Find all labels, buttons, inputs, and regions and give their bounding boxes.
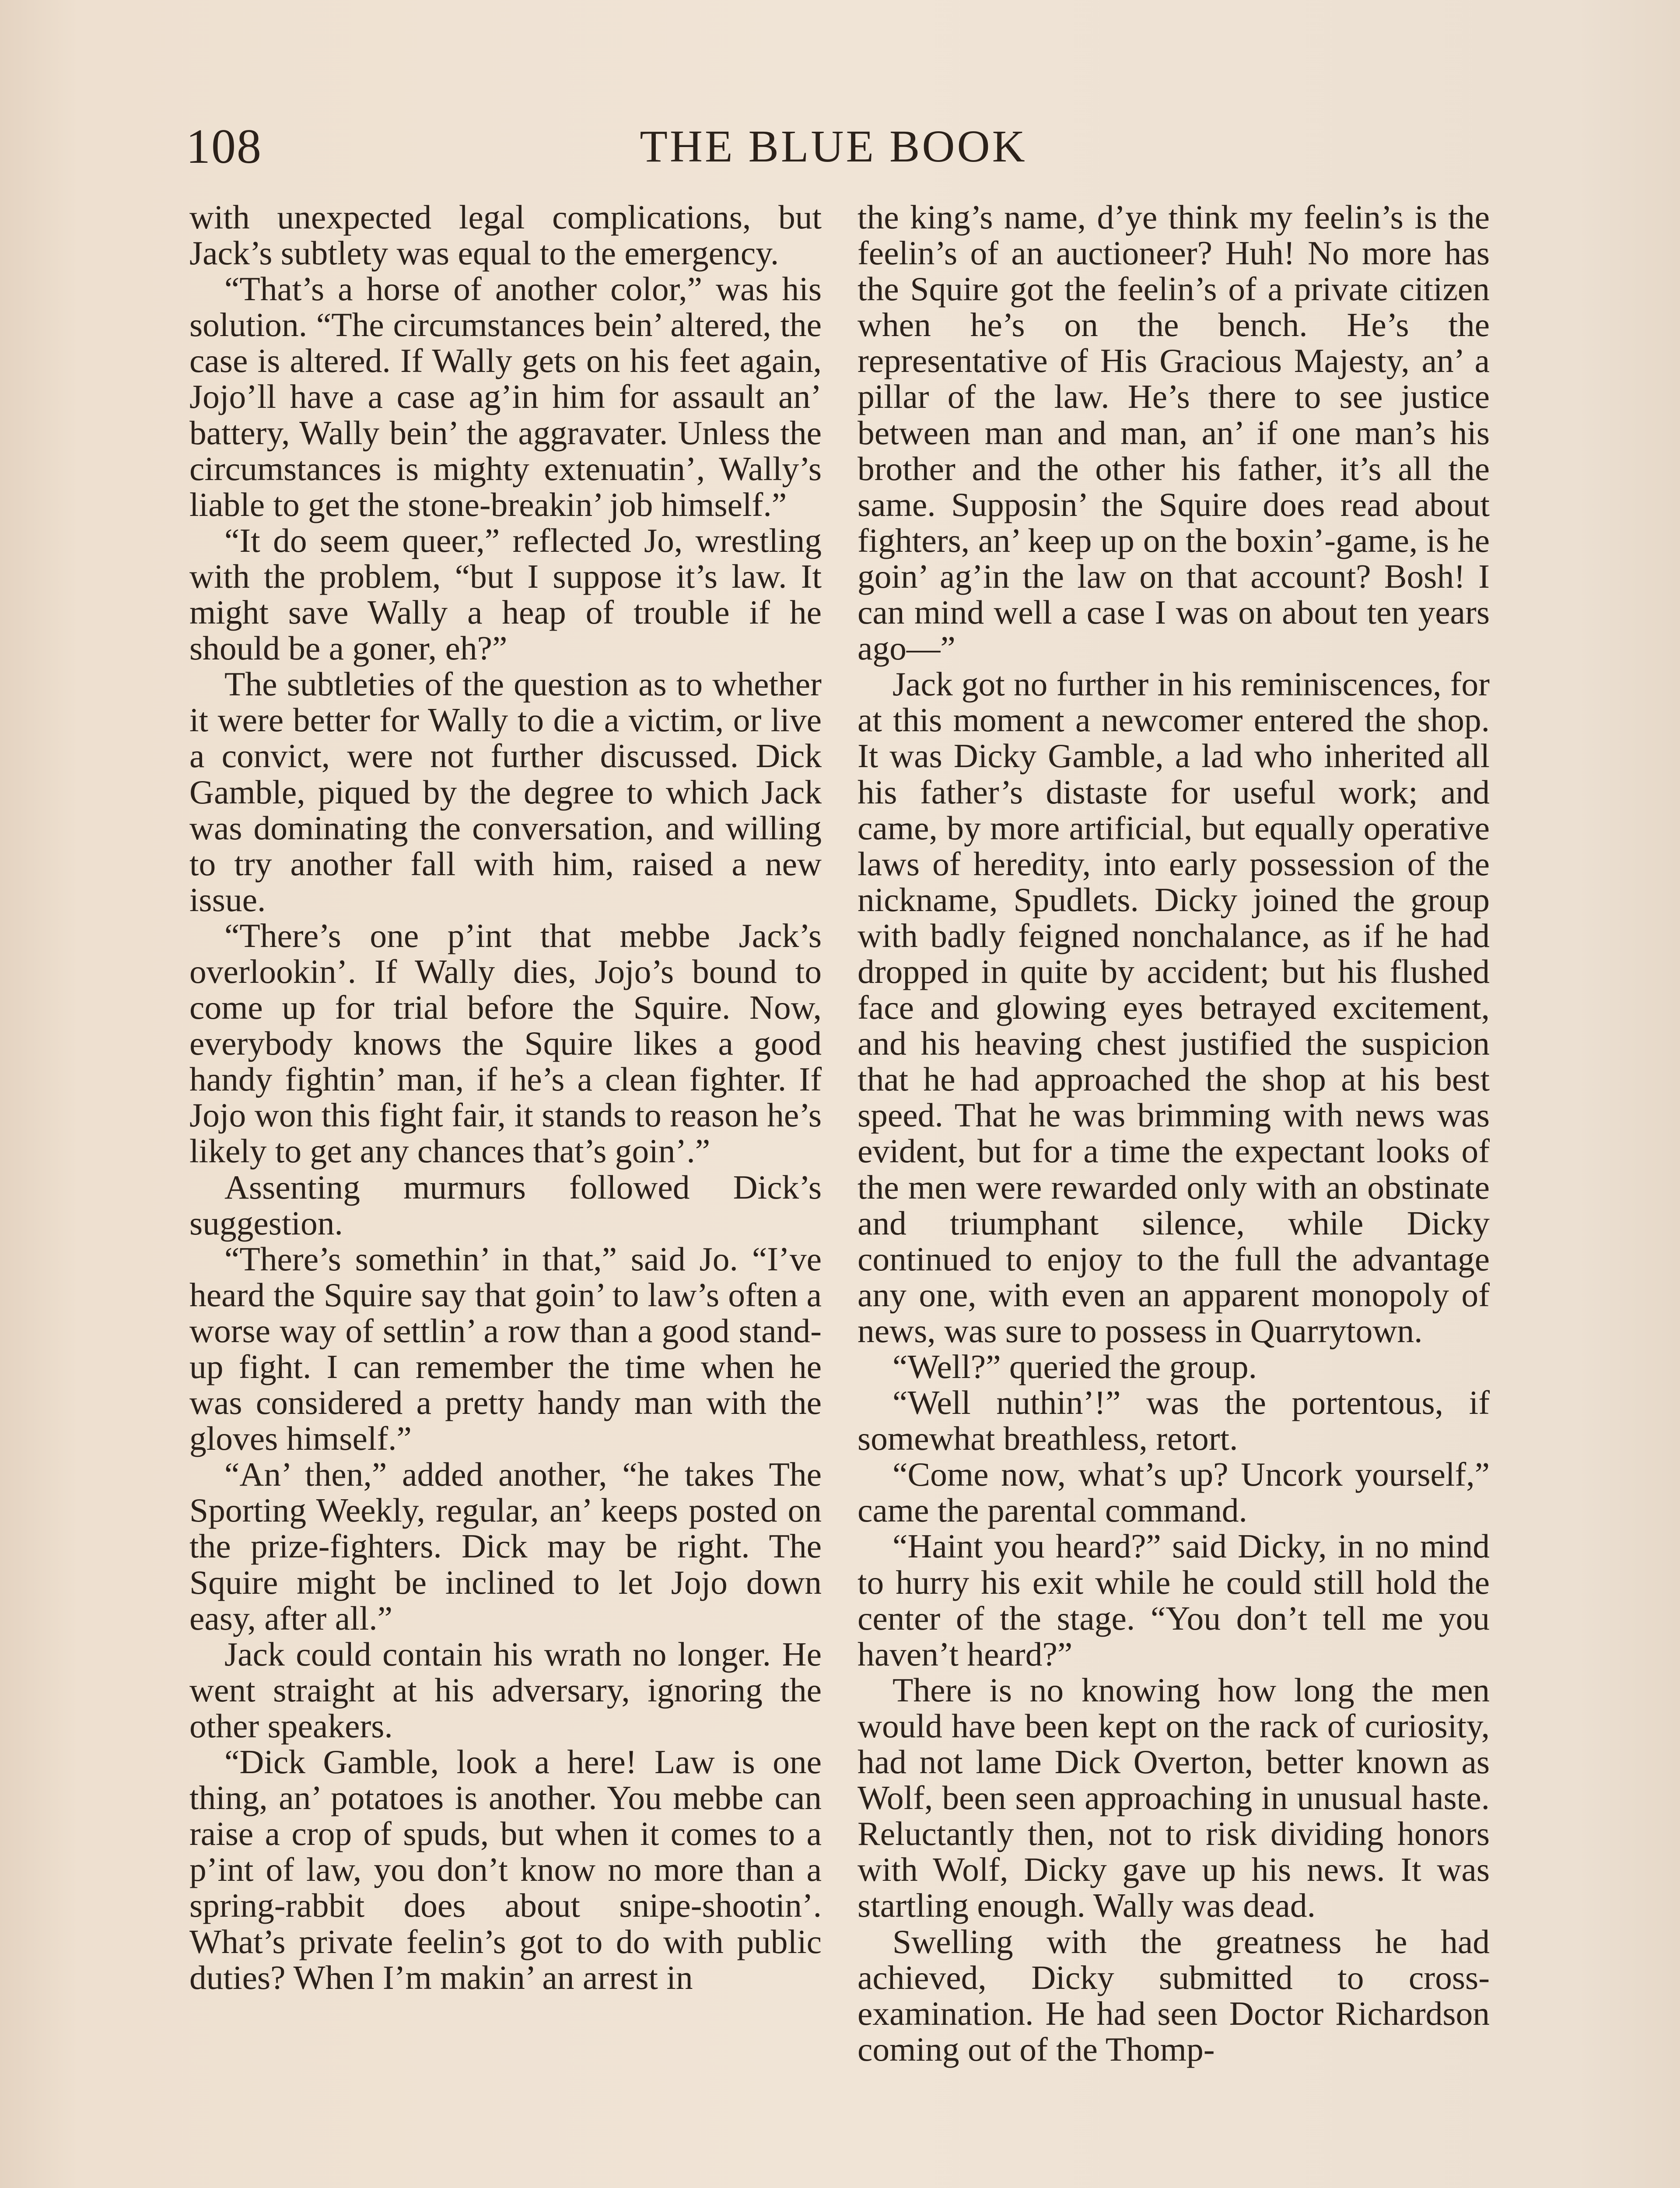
paragraph: “Well?” queried the group. — [892, 1348, 1257, 1385]
paragraph: There is no knowing how long the men would have been kept on the rack of curiosity, had not lame Dick Overton, better known as Wolf, been seen approaching in unusual haste. Reluctantly then, not to risk dividing honors with Wolf, Dicky gave up his news. It was startling enough. Wally was dead. — [858, 1671, 1490, 1925]
paragraph: “There’s one p’int that mebbe Jack’s overlookin’. If Wally dies, Jojo’s bound to come up for trial before the Squire. Now, everybody knows the Squire likes a good handy fightin’ man, if he’s a clean fighter. If Jojo won this fight fair, it stands to reason he’s likely to get any chances that’s goin’.” — [189, 916, 822, 1170]
paragraph: “It do seem queer,” reflected Jo, wrestling with the problem, “but I suppose it’s law. It might save Wally a heap of trouble if he should be a goner, eh?” — [189, 521, 822, 667]
running-title: THE BLUE BOOK — [640, 121, 1027, 172]
paragraph: “Dick Gamble, look a here! Law is one thing, an’ potatoes is another. You mebbe can raise a crop of spuds, but when it comes to a p’int of law, you don’t know no more than a spring-rabbit does about snipe-shootin’. What’s private feelin’s got to do with public duties? When I’m makin’ an arrest in — [189, 1743, 822, 1996]
paragraph: “Well nuthin’!” was the portentous, if somewhat breathless, retort. — [858, 1384, 1490, 1458]
paragraph: Jack could contain his wrath no longer. He went straight at his adversary, ignoring the other speakers. — [189, 1635, 822, 1745]
page-number: 108 — [186, 119, 262, 174]
paragraph: “That’s a horse of another color,” was his solution. “The circumstances bein’ altered, the case is altered. If Wally gets on his feet again, Jojo’ll have a case ag’in him for assault an’ battery, Wally bein’ the aggravater. Unless the circumstances is mighty extenuatin’, Wally’s liable to get the stone-breakin’ job himself.” — [189, 270, 822, 523]
paragraph: “Come now, what’s up? Uncork yourself,” came the parental command. — [858, 1455, 1490, 1529]
page-header — [186, 118, 1481, 179]
paragraph: Assenting murmurs followed Dick’s suggestion. — [189, 1168, 822, 1242]
right-column — [858, 199, 1490, 2067]
paragraph: Swelling with the greatness he had achieved, Dicky submitted to cross-examination. He had seen Doctor Richardson coming out of the Thomp- — [858, 1922, 1490, 2068]
left-column — [189, 199, 822, 1995]
paragraph: The subtleties of the question as to whether it were better for Wally to die a victim, or live a convict, were not further discussed. Dick Gamble, piqued by the degree to which Jack was dominating the conversation, and willing to try another fall with him, raised a new issue. — [189, 665, 822, 919]
paragraph: “An’ then,” added another, “he takes The Sporting Weekly, regular, an’ keeps posted on the prize-fighters. Dick may be right. The Squire might be inclined to let Jojo down easy, after all.” — [189, 1455, 822, 1637]
paragraph: the king’s name, d’ye think my feelin’s is the feelin’s of an auctioneer? Huh! No more has the Squire got the feelin’s of a private citizen when he’s on the bench. He’s the representative of His Gracious Majesty, an’ a pillar of the law. He’s there to see justice between man and man, an’ if one man’s his brother and the other his father, it’s all the same. Supposin’ the Squire does read about fighters, an’ keep up on the boxin’-game, is he goin’ ag’in the law on that account? Bosh! I can mind well a case I was on about ten years ago—” — [858, 198, 1490, 667]
paragraph: Jack got no further in his reminiscences, for at this moment a newcomer entered the shop. It was Dicky Gamble, a lad who inherited all his father’s distaste for useful work; and came, by more artificial, but equally operative laws of heredity, into early possession of the nickname, Spudlets. Dicky joined the group with badly feigned nonchalance, as if he had dropped in quite by accident; but his flushed face and glowing eyes betrayed excitement, and his heaving chest justified the suspicion that he had approached the shop at his best speed. That he was brimming with news was evident, but for a time the expectant looks of the men were rewarded only with an obstinate and triumphant silence, while Dicky continued to enjoy to the full the advantage any one, with even an apparent monopoly of news, was sure to possess in Quarrytown. — [858, 665, 1490, 1350]
paragraph: “There’s somethin’ in that,” said Jo. “I’ve heard the Squire say that goin’ to law’s often a worse way of settlin’ a row than a good stand-up fight. I can remember the time when he was considered a pretty handy man with the gloves himself.” — [189, 1240, 822, 1458]
paragraph: “Haint you heard?” said Dicky, in no mind to hurry his exit while he could still hold the center of the stage. “You don’t tell me you haven’t heard?” — [858, 1527, 1490, 1673]
paragraph: with unexpected legal complications, but Jack’s subtlety was equal to the emergency. — [189, 198, 822, 272]
